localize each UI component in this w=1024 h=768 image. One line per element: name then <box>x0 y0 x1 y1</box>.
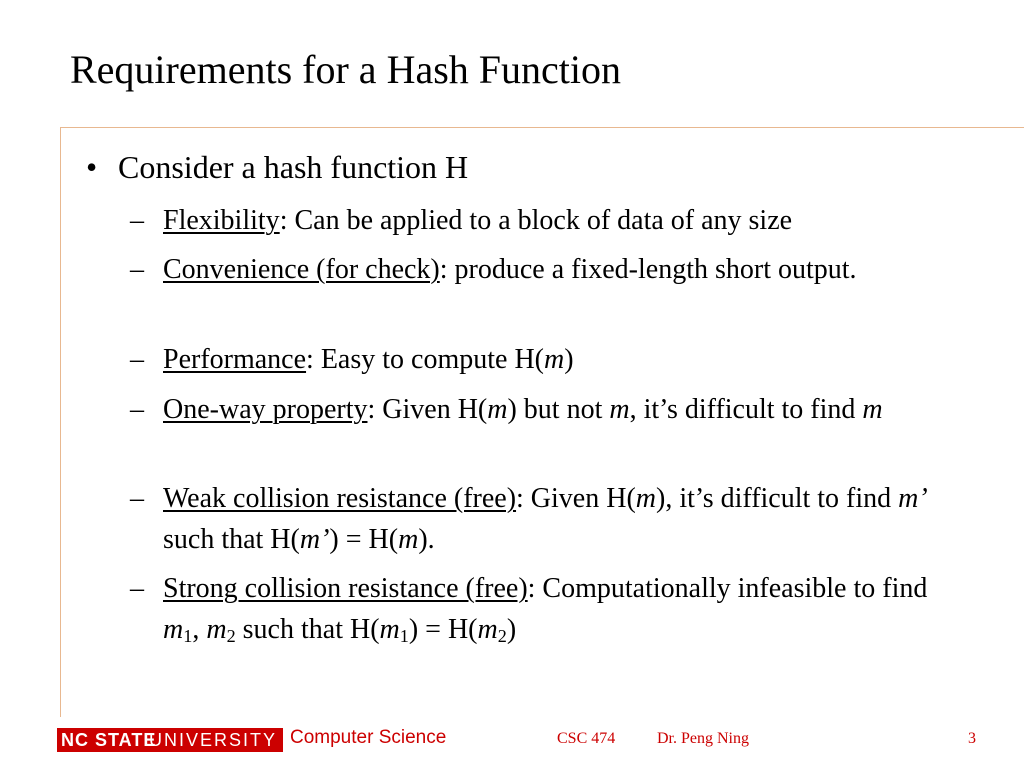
sub-item-text: One-way property: Given H(m) but not m, it’s difficult to find m <box>163 394 883 425</box>
author-name: Dr. Peng Ning <box>657 730 749 747</box>
title-divider <box>60 127 1024 128</box>
dash-icon: – <box>130 254 144 285</box>
page-number: 3 <box>968 730 976 747</box>
main-bullet-text: Consider a hash function H <box>118 149 469 185</box>
dash-icon: – <box>130 205 144 236</box>
term: Flexibility <box>163 205 280 236</box>
slide-title: Requirements for a Hash Function <box>70 47 621 92</box>
left-divider <box>60 127 61 717</box>
term: One-way property <box>163 394 368 425</box>
course-code: CSC 474 <box>557 730 616 747</box>
sub-item-text: Performance: Easy to compute H(m) <box>163 344 574 375</box>
dash-icon: – <box>130 483 144 514</box>
dash-icon: – <box>130 394 144 425</box>
sub-item-text: Flexibility: Can be applied to a block of data of any size <box>163 205 793 236</box>
sub-item-text: Strong collision resistance (free): Computationally infeasible to find $m_1$, $m_2$ such that $H(m_1) = H(m_2)$ <box>163 573 928 646</box>
term: Weak collision resistance (free) <box>163 483 517 514</box>
sub-item-text: Convenience (for check): produce a fixed-length short output. <box>163 254 857 285</box>
slide-footer <box>0 718 1024 768</box>
sub-item-text: Weak collision resistance (free): Given H(m), it’s difficult to find m’ such that H(m’) = H(m). <box>163 483 928 555</box>
bullet-dot-icon: • <box>86 149 98 185</box>
term: Performance <box>163 344 307 375</box>
ncsu-logo: NC STATE UNIVERSITY <box>57 728 283 752</box>
term: Strong collision resistance (free) <box>163 573 528 604</box>
dash-icon: – <box>130 344 144 375</box>
dash-icon: – <box>130 573 144 604</box>
department-name: Computer Science <box>290 727 447 748</box>
term: Convenience (for check) <box>163 254 440 285</box>
